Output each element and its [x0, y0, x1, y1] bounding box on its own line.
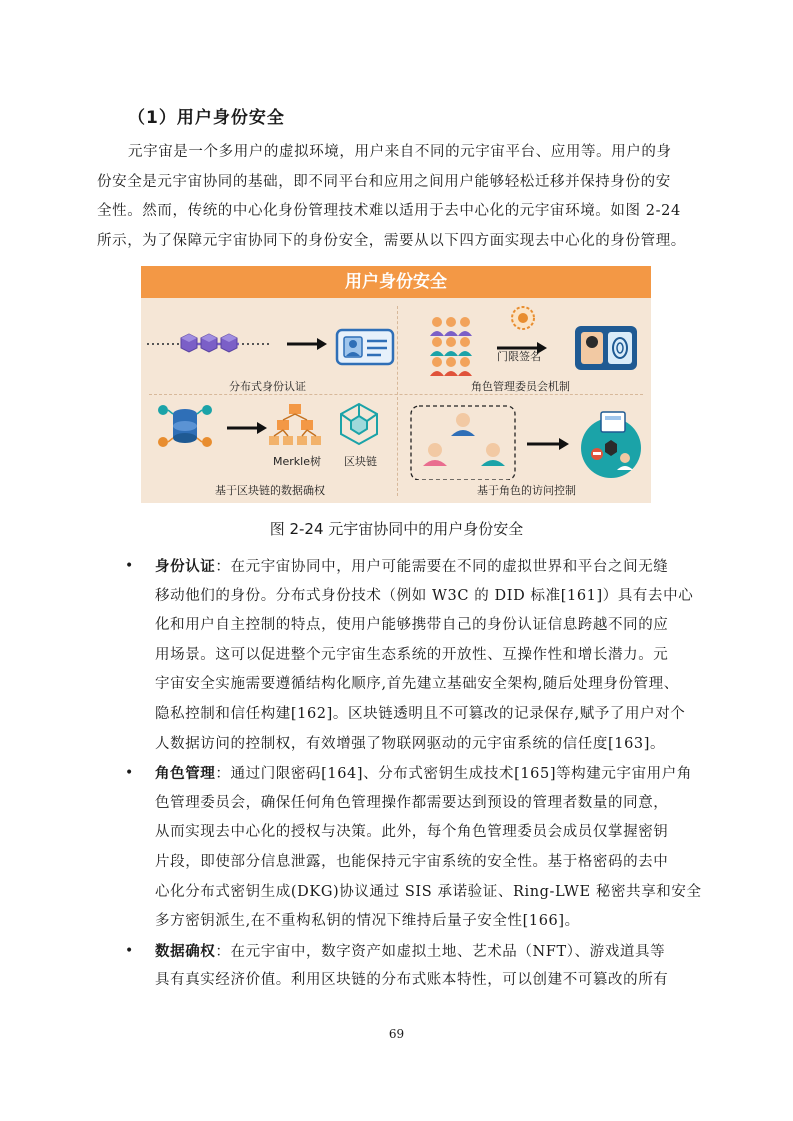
bullet-term: 身份认证	[155, 558, 216, 575]
figure-title: 用户身份安全	[141, 266, 651, 298]
bullet-identity-auth	[125, 552, 705, 759]
bullet-line: 用场景。这可以促进整个元宇宙生态系统的开放性、互操作性和增长潜力。元	[155, 646, 669, 663]
figure-caption: 图 2-24 元宇宙协同中的用户身份安全	[269, 520, 524, 538]
identity-verification-icon	[575, 326, 637, 370]
bullet-dot: •	[125, 942, 134, 959]
bullet-line: 人数据访问的控制权，有效增强了物联网驱动的元宇宙系统的信任度[163]。	[155, 735, 666, 752]
bullet-role-management	[125, 759, 705, 937]
intro-line: 全性。然而，传统的中心化身份管理技术难以适用于去中心化的元宇宙环境。如图 2-24	[97, 203, 681, 220]
bullet-line: 色管理委员会，确保任何角色管理操作都需要达到预设的管理者数量的同意，	[155, 794, 669, 811]
intro-line: 份安全是元宇宙协同的基础，即不同平台和应用之间用户能够轻松迁移并保持身份的安	[97, 173, 671, 190]
bullet-line: 移动他们的身份。分布式身份技术（例如 W3C 的 DID 标准[161]）具有去中心	[155, 587, 694, 604]
bullet-data-rights	[125, 937, 705, 996]
bullet-line: 从而实现去中心化的授权与决策。此外，每个角色管理委员会成员仅掌握密钥	[155, 824, 669, 841]
bullet-dot: •	[125, 765, 134, 782]
panel-label-blockchain-rights: 基于区块链的数据确权	[215, 484, 325, 497]
bullet-line: ：通过门限密码[164]、分布式密钥生成技术[165]等构建元宇宙用户角	[215, 766, 692, 783]
bullet-line: 心化分布式密钥生成(DKG)协议通过 SIS 承诺验证、Ring-LWE 秘密共享和安全	[155, 883, 702, 900]
label-merkle-tree: Merkle树	[273, 455, 321, 468]
label-blockchain: 区块链	[344, 455, 377, 468]
role-access-illustration	[397, 398, 651, 480]
bullet-term: 角色管理	[155, 765, 216, 783]
bullet-line: ：在元宇宙协同中，用户可能需要在不同的虚拟世界和平台之间无缝	[215, 559, 669, 575]
intro-paragraph	[97, 138, 697, 256]
panel-label-role-committee: 角色管理委员会机制	[471, 380, 570, 393]
intro-line: 元宇宙是一个多用户的虚拟环境，用户来自不同的元宇宙平台、应用等。用户的身	[128, 144, 672, 160]
people-group-icon	[430, 317, 472, 376]
panel-divider	[149, 394, 643, 395]
bullet-line: 多方密钥派生,在不重构私钥的情况下维持后量子安全性[166]。	[155, 913, 580, 930]
user-roles-icon	[423, 413, 505, 466]
arrow-right-icon	[527, 438, 569, 450]
threshold-signature-icon	[512, 307, 534, 329]
panel-label-distributed-auth: 分布式身份认证	[229, 380, 306, 393]
merkle-tree-icon	[269, 404, 321, 445]
intro-line: 所示，为了保障元宇宙协同下的身份安全，需要从以下四方面实现去中心化的身份管理。	[97, 232, 686, 249]
section-heading: （1）用户身份安全	[128, 108, 285, 128]
bullet-dot: •	[125, 558, 134, 574]
label-threshold-signature: 门限签名	[497, 350, 541, 363]
figure-user-identity-security	[141, 266, 651, 503]
page-number: 69	[388, 1027, 405, 1041]
panel-label-role-access: 基于角色的访问控制	[477, 484, 576, 497]
blockchain-chain-icon	[147, 334, 269, 352]
bullet-line: 片段，即使部分信息泄露，也能保持元宇宙系统的安全性。基于格密码的去中	[155, 853, 669, 870]
arrow-right-icon	[227, 422, 267, 434]
bullet-line: ：在元宇宙中，数字资产如虚拟土地、艺术品（NFT）、游戏道具等	[215, 943, 666, 960]
database-network-icon	[158, 405, 212, 447]
access-control-icon	[581, 412, 641, 478]
bullet-list	[125, 552, 705, 996]
bullet-line: 化和用户自主控制的特点，使用户能够携带自己的身份认证信息跨越不同的应	[155, 617, 669, 634]
bullet-line: 隐私控制和信任构建[162]。区块链透明且不可篡改的记录保存,赋予了用户对个	[155, 705, 686, 722]
arrow-right-icon	[287, 338, 327, 350]
bullet-term: 数据确权	[155, 942, 216, 960]
id-card-icon	[337, 330, 393, 364]
blockchain-cube-icon	[341, 404, 377, 444]
bullet-line: 具有真实经济价值。利用区块链的分布式账本特性，可以创建不可篡改的所有	[155, 972, 669, 989]
bullet-line: 宇宙安全实施需要遵循结构化顺序,首先建立基础安全架构,随后处理身份管理、	[155, 676, 679, 693]
